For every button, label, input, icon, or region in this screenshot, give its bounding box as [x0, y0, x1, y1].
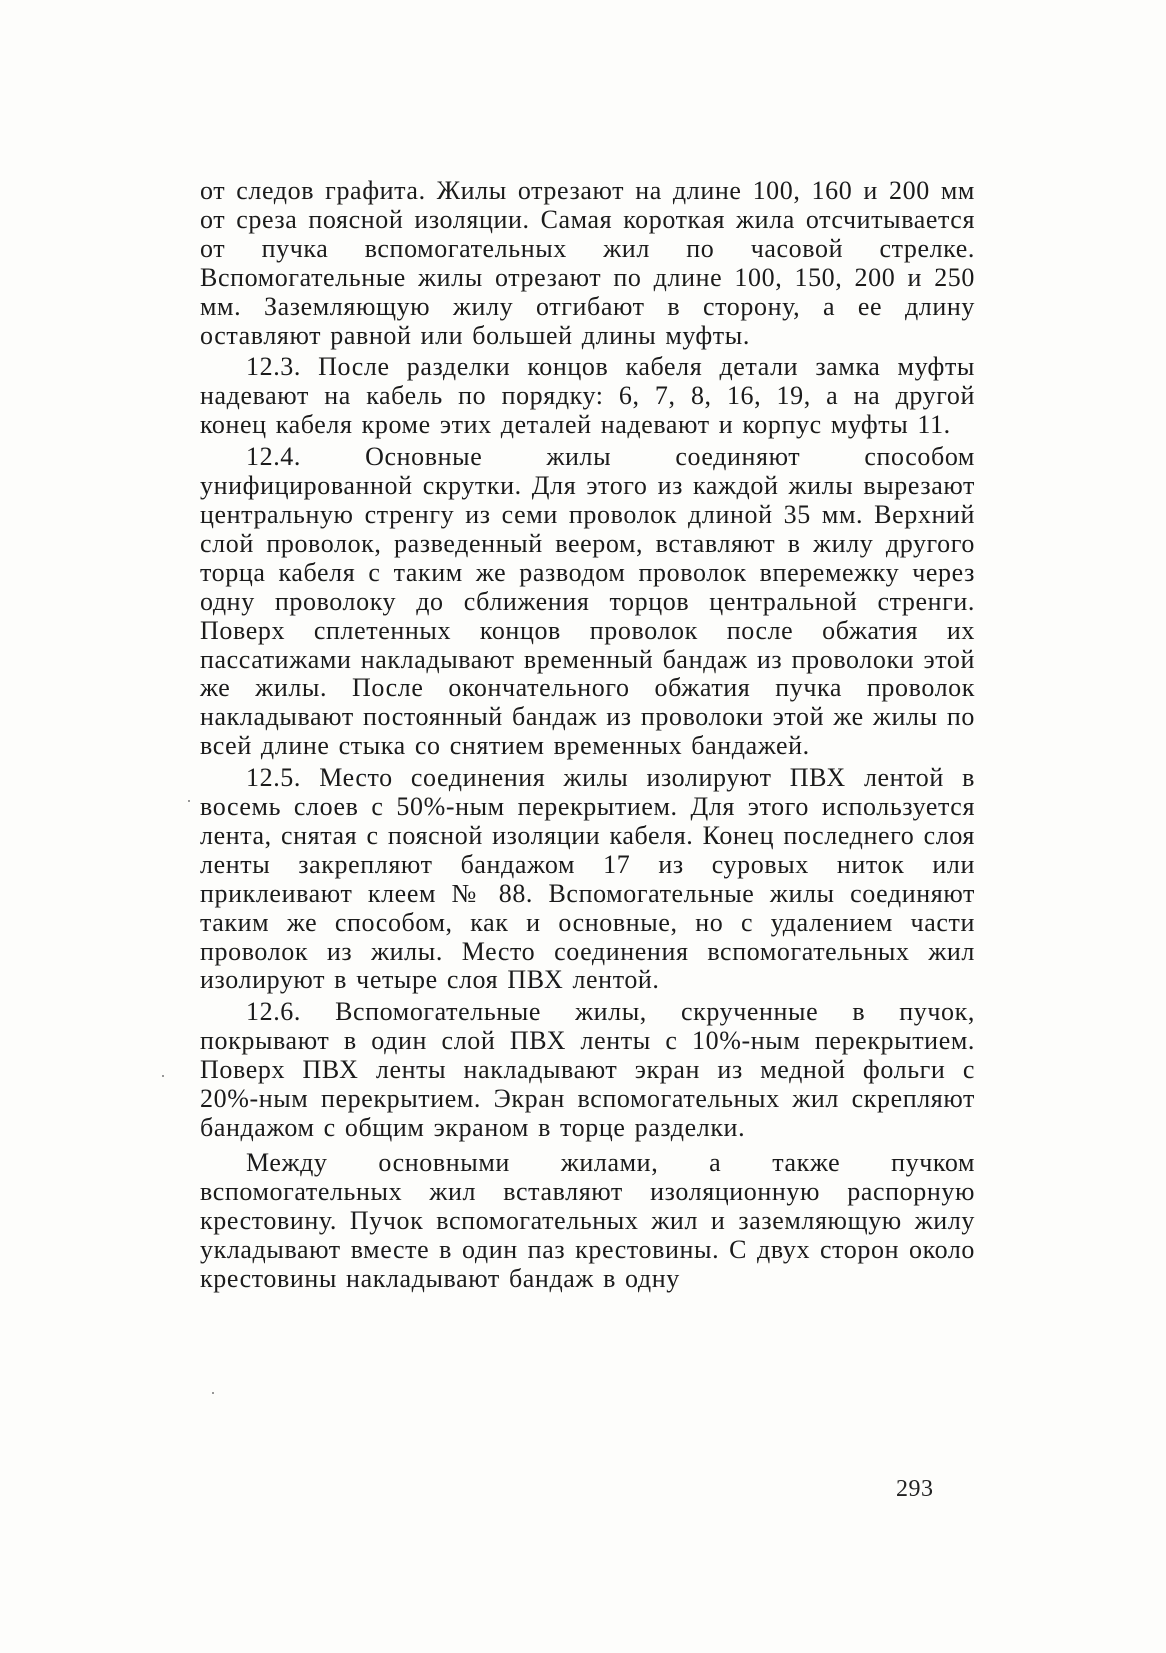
scan-speck	[188, 800, 190, 802]
paragraph-12-3: 12.3. После разделки концов кабеля детали замка муфты надевают на кабель по порядку: 6, 7, 8, 16, 19, а на другой конец кабеля кроме этих деталей надевают и корпус муфты 11.	[200, 352, 975, 440]
body-text	[200, 177, 975, 1296]
paragraph-12-5: 12.5. Место соединения жилы изолируют ПВХ лентой в восемь слоев с 50%-ным перекрытием. Для этого используется лента, снятая с поясной изоляции кабеля. Конец последнего слоя ленты закрепляют бандажом 17 из суровых ниток или приклеивают клеем № 88. Вспомогательные жилы соединяют таким же способом, как и основные, но с удалением части проволок из жилы. Место соединения вспомогательных жил изолируют в четыре слоя ПВХ лентой.	[200, 763, 975, 995]
paragraph-12-4: 12.4. Основные жилы соединяют способом унифицированной скрутки. Для этого из каждой жилы вырезают центральную стренгу из семи проволок длиной 35 мм. Верхний слой проволок, разведенный веером, вставляют в жилу другого торца кабеля с таким же разводом проволок вперемежку через одну проволоку до сближения торцов центральной стренги. Поверх сплетенных концов проволок после обжатия их пассатижами накладывают временный бандаж из проволоки этой же жилы. После окончательного обжатия пучка проволок накладывают постоянный бандаж из проволоки этой же жилы по всей длине стыка со снятием временных бандажей.	[200, 442, 975, 761]
scan-speck	[212, 1392, 214, 1394]
scan-speck	[162, 1075, 164, 1077]
page-number: 293	[896, 1476, 934, 1502]
paragraph-12-6: 12.6. Вспомогательные жилы, скрученные в пучок, покрывают в один слой ПВХ ленты с 10%-ным перекрытием. Поверх ПВХ ленты накладывают экран из медной фольги с 20%-ным перекрытием. Экран вспомогательных жил скрепляют бандажом с общим экраном в торце разделки.	[200, 997, 975, 1142]
paragraph-crosspiece: Между основными жилами, а также пучком вспомогательных жил вставляют изоляционную распорную крестовину. Пучок вспомогательных жил и заземляющую жилу укладывают вместе в один паз крестовины. С двух сторон около крестовины накладывают бандаж в одну	[200, 1147, 975, 1293]
paragraph-continuation: от следов графита. Жилы отрезают на длине 100, 160 и 200 мм от среза поясной изоляции. Самая короткая жила отсчитывается от пучка вспомогательных жил по часовой стрелке. Вспомогательные жилы отрезают по длине 100, 150, 200 и 250 мм. Заземляющую жилу отгибают в сторону, а ее длину оставляют равной или большей длины муфты.	[200, 176, 975, 350]
